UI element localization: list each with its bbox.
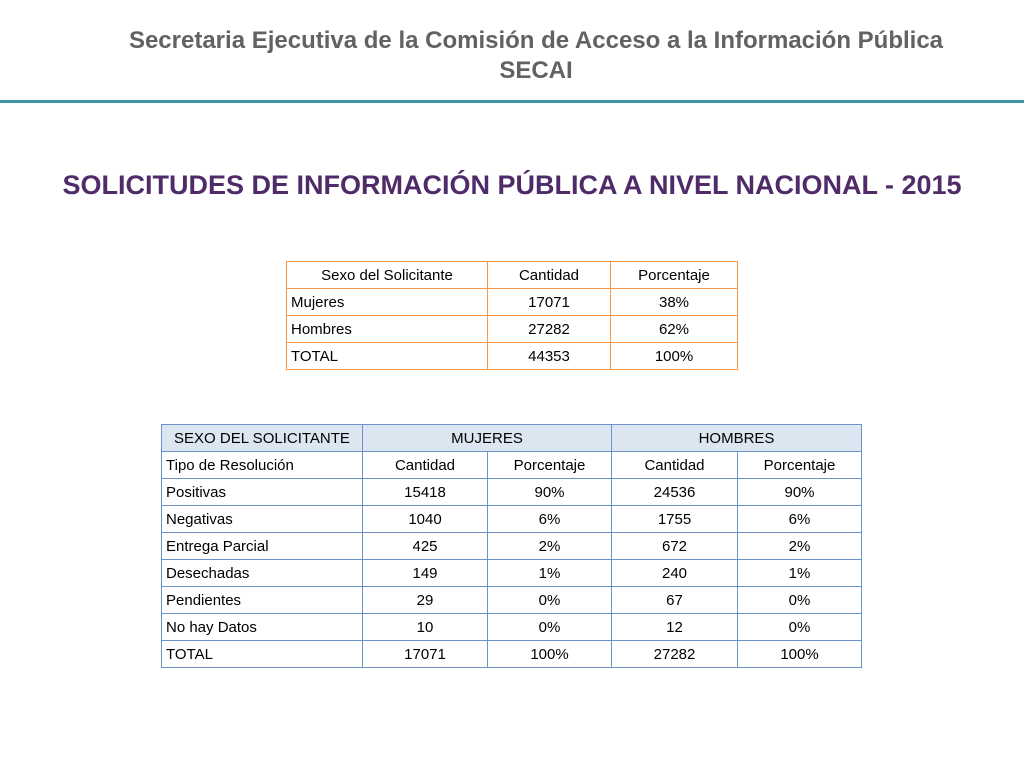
table-cell: 0% [488,587,612,614]
table-row [287,316,738,343]
column-header: Cantidad [488,262,611,289]
column-header: Cantidad [363,452,488,479]
table-cell: 24536 [612,479,738,506]
table-cell: 240 [612,560,738,587]
table-cell: 90% [738,479,862,506]
column-header: Cantidad [612,452,738,479]
row-label: Mujeres [287,289,488,316]
table-cell: 17071 [488,289,611,316]
table-header-row [287,262,738,289]
table-row [162,641,862,668]
row-label: Negativas [162,506,363,533]
table-cell: 90% [488,479,612,506]
column-header: Porcentaje [611,262,738,289]
table-header-row [162,452,862,479]
table-row [287,343,738,370]
table-cell: 1040 [363,506,488,533]
organization-name: Secretaria Ejecutiva de la Comisión de Acceso a la Información Pública [128,27,944,54]
table-cell: 44353 [488,343,611,370]
table-row [287,289,738,316]
table-row [162,533,862,560]
group-header-women: MUJERES [363,425,612,452]
table-group-header-row [162,425,862,452]
column-header: Sexo del Solicitante [287,262,488,289]
column-header: Porcentaje [488,452,612,479]
table-cell: 27282 [488,316,611,343]
row-label: Desechadas [162,560,363,587]
table-cell: 100% [488,641,612,668]
group-header-men: HOMBRES [612,425,862,452]
table-row [162,614,862,641]
table-cell: 67 [612,587,738,614]
table-cell: 17071 [363,641,488,668]
table-cell: 27282 [612,641,738,668]
table-cell: 100% [738,641,862,668]
table-cell: 1% [738,560,862,587]
organization-acronym: SECAI [499,57,573,84]
table-cell: 1755 [612,506,738,533]
table-cell: 6% [488,506,612,533]
row-label: TOTAL [162,641,363,668]
row-label: Pendientes [162,587,363,614]
table-cell: 0% [738,587,862,614]
table-cell: 10 [363,614,488,641]
slide-title: SOLICITUDES DE INFORMACIÓN PÚBLICA A NIVEL NACIONAL - 2015 [62,170,962,200]
table-cell: 0% [488,614,612,641]
row-label: Hombres [287,316,488,343]
table-cell: 2% [738,533,862,560]
table-cell: 12 [612,614,738,641]
table-row [162,506,862,533]
table-cell: 0% [738,614,862,641]
row-label: No hay Datos [162,614,363,641]
column-header: Porcentaje [738,452,862,479]
table-cell: 149 [363,560,488,587]
requests-by-sex-table [286,261,738,370]
table-cell: 425 [363,533,488,560]
table-cell: 38% [611,289,738,316]
table-row [162,560,862,587]
table-cell: 15418 [363,479,488,506]
table-cell: 672 [612,533,738,560]
table-cell: 6% [738,506,862,533]
column-header: Tipo de Resolución [162,452,363,479]
row-label: TOTAL [287,343,488,370]
table-cell: 29 [363,587,488,614]
table-cell: 100% [611,343,738,370]
table-row [162,587,862,614]
resolution-by-sex-table [161,424,862,668]
table-cell: 62% [611,316,738,343]
organization-header [80,26,992,86]
header-divider [0,100,1024,103]
row-label: Positivas [162,479,363,506]
corner-header: SEXO DEL SOLICITANTE [162,425,363,452]
table-cell: 1% [488,560,612,587]
table-cell: 2% [488,533,612,560]
row-label: Entrega Parcial [162,533,363,560]
table-row [162,479,862,506]
